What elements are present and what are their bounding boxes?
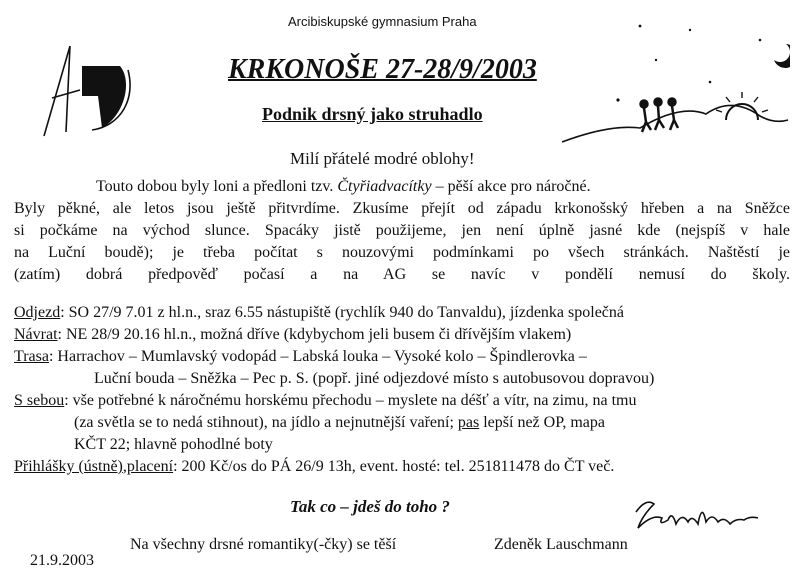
registration-row: Přihlášky (ústně) , placení : 200 Kč/os do PÁ 26/9 13h, event. hosté: tel. 251811478 do ČT več. (14, 458, 615, 475)
event-info (14, 302, 790, 478)
event-name: Čtyřiadvacítky (337, 178, 432, 195)
bring-row-cont: (za světla se to nedá stihnout), na jídlo a nejnutnější vaření; pas lepší než OP, mapa (74, 414, 605, 431)
intro-line-1: Touto dobou byly loni a předloni tzv. Čtyřiadvacítky – pěší akce pro náročné. (96, 178, 591, 195)
hikers-illustration (560, 20, 790, 155)
greeting: Milí přátelé modré oblohy! (290, 149, 475, 168)
page-subtitle: Podnik drsný jako struhadlo (262, 104, 483, 124)
author-name: Zdeněk Lauschmann (494, 536, 628, 553)
page-title: KRKONOŠE 27-28/9/2003 (228, 54, 537, 85)
bring-row: S sebou : vše potřebné k náročnému horskému přechodu – myslete na déšť a vítr, na zimu, na tmu (14, 392, 637, 409)
intro-line-3: si počkáme na východ slunce. Spacáky jistě použijeme, jen není úplně jasné kde (nejspíš v hale (14, 222, 790, 239)
ag-logo (40, 40, 140, 145)
intro-line-4: na Luční boudě); je třeba počítat s nouzovými podmínkami po všech stránkách. Naštěstí je (14, 244, 790, 261)
return-row: Návrat : NE 28/9 20.16 hl.n., možná dříve (kdybychom jeli busem či dřívějším vlakem) (14, 326, 572, 343)
closing-question: Tak co – jdeš do toho ? (290, 497, 450, 516)
footer-text: Na všechny drsné romantiky(-čky) se těší (130, 536, 397, 553)
bring-row-cont2: KČT 22; hlavně pohodlné boty (74, 436, 273, 453)
intro-line-5: (zatím) dobrá předpověď počasí a na AG se navíc v pondělí nemusí do školy. (14, 266, 790, 283)
route-row: Trasa : Harrachov – Mumlavský vodopád – Labská louka – Vysoké kolo – Špindlerovka – (14, 348, 587, 365)
document-date: 21.9.2003 (30, 552, 94, 569)
school-name: Arcibiskupské gymnasium Praha (288, 14, 477, 29)
handwritten-signature (632, 494, 762, 539)
intro-paragraph (14, 176, 790, 286)
departure-row: Odjezd : SO 27/9 7.01 z hl.n., sraz 6.55 nástupiště (rychlík 940 do Tanvaldu), jízdenka společná (14, 304, 625, 321)
route-row-cont: Luční bouda – Sněžka – Pec p. S. (popř. jiné odjezdové místo s autobusovou dopravou) (94, 370, 655, 387)
intro-line-2: Byly pěkné, ale letos jsou ještě přitvrdíme. Zkusíme přejít od západu krkonošský hřeben a na Sněžce (14, 200, 790, 217)
